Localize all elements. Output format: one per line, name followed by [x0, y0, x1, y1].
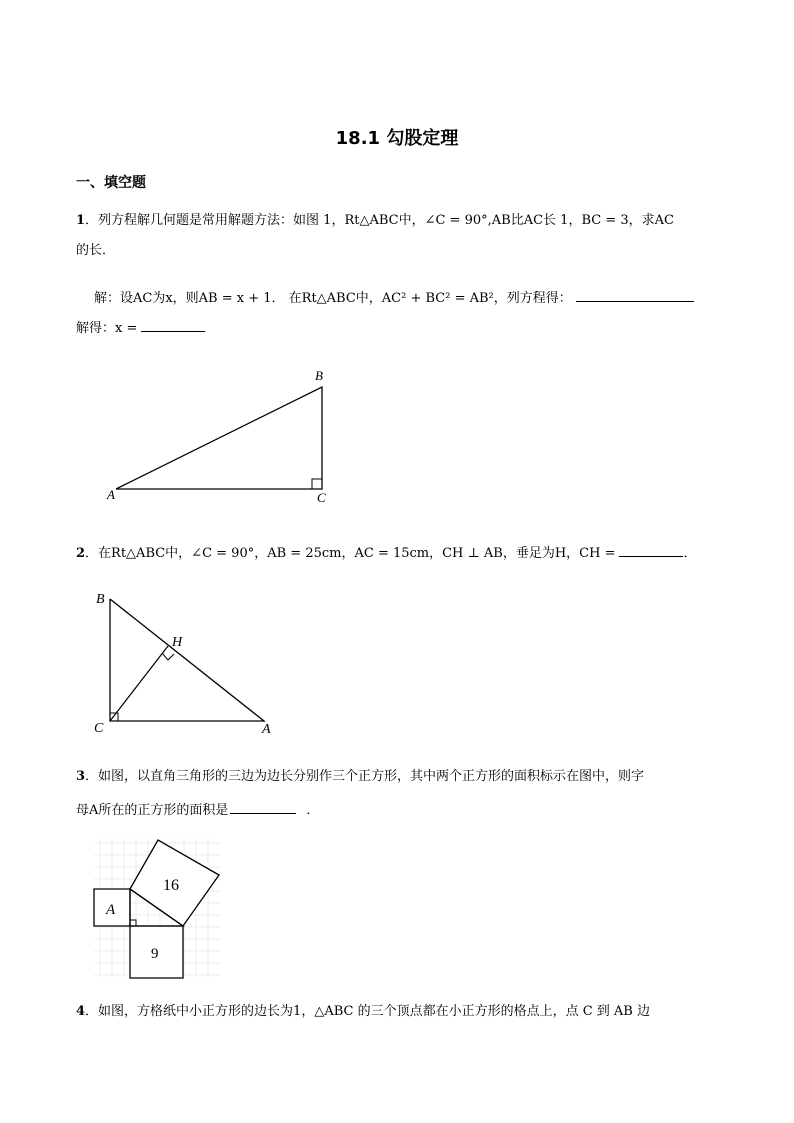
q3-line1: ．如图，以直角三角形的三边为边长分别作三个正方形，其中两个正方形的面积标示在图中，则字 — [85, 769, 645, 784]
q2-text — [76, 543, 697, 563]
q1-line1: ．列方程解几何题是常用解题方法：如图 1，Rt△ABC中，∠C = 90°,AB比AC长 1，BC = 3，求AC — [85, 213, 674, 228]
triangle-abc-outline — [116, 387, 322, 489]
q4-line: ．如图，方格纸中小正方形的边长为1，△ABC 的三个顶点都在小正方形的格点上，点 C 到 AB 边 — [85, 1004, 650, 1019]
q1-solution-result: 解得：x = — [76, 321, 138, 336]
vertex-a-label: A — [262, 722, 271, 737]
q2-line: ．在Rt△ABC中，∠C = 90°，AB = 25cm，AC = 15cm，CH ⊥ AB，垂足为H，CH = — [85, 546, 616, 561]
q1-line2: 的长． — [76, 243, 116, 258]
right-angle-mark — [130, 920, 136, 926]
right-angle-mark — [312, 479, 322, 489]
page-title: 18.1 勾股定理 — [335, 128, 459, 149]
q2-number: 2 — [76, 546, 86, 561]
q1-blank-equation[interactable] — [576, 288, 694, 302]
section-heading: 一、填空题 — [76, 175, 146, 191]
q4-number: 4 — [76, 1004, 86, 1019]
q1-number: 1 — [76, 213, 86, 228]
q3-figure-squares — [90, 835, 225, 980]
square-sixteen-label: 16 — [163, 877, 179, 894]
point-h-label: H — [172, 635, 183, 650]
square-a-label: A — [106, 902, 116, 918]
q1-solution-line1 — [94, 288, 694, 308]
q3-line2-wrap — [76, 800, 319, 820]
altitude-ch — [110, 646, 168, 721]
vertex-c-label: C — [94, 721, 104, 736]
vertex-c-label: C — [317, 490, 326, 505]
vertex-b-label: B — [315, 368, 323, 383]
q1-figure-triangle — [100, 365, 340, 505]
q4-text — [76, 1003, 650, 1021]
q2-blank-ch[interactable] — [619, 543, 683, 557]
q1-text — [76, 212, 674, 230]
vertex-b-label: B — [96, 592, 105, 607]
q2-end: ． — [683, 546, 697, 561]
q1-solution-line2 — [76, 318, 205, 338]
q2-figure-triangle — [88, 585, 288, 740]
right-angle-mark-h — [162, 653, 174, 660]
vertex-a-label: A — [107, 487, 115, 502]
square-nine-label: 9 — [151, 946, 159, 962]
q1-solution-text: 解：设AC为x，则AB = x + 1． 在Rt△ABC中，AC² + BC² = AB²，列方程得： — [94, 291, 572, 306]
q3-end: ． — [306, 803, 320, 818]
q3-number: 3 — [76, 769, 86, 784]
triangle-abc-outline — [110, 599, 264, 721]
q1-blank-x[interactable] — [141, 318, 205, 332]
q3-text — [76, 768, 644, 786]
q3-blank-area[interactable] — [230, 800, 296, 814]
q3-line2: 母A所在的正方形的面积是 — [76, 803, 229, 818]
